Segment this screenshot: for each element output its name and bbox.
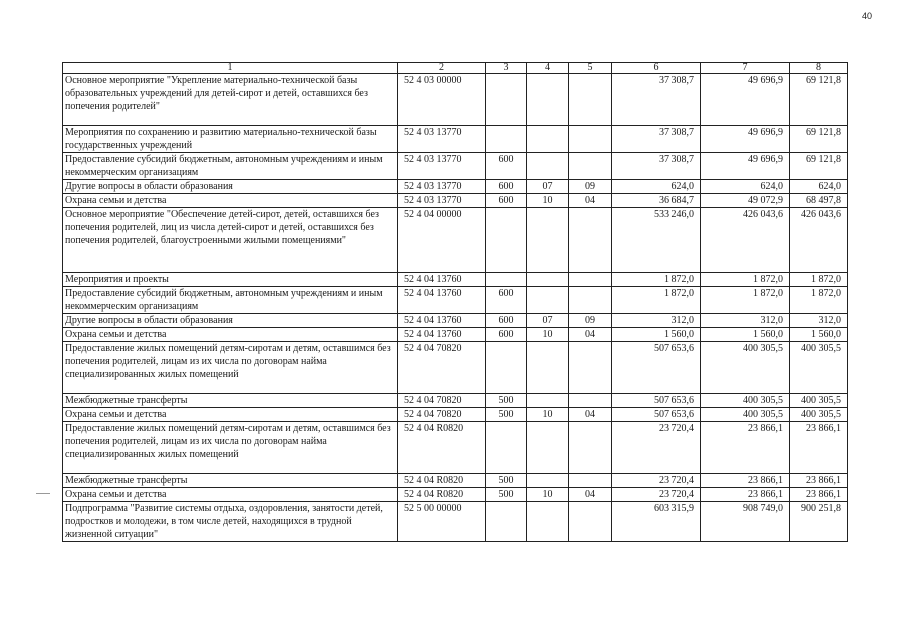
row-expense-type-cell: 500 (486, 394, 527, 408)
row-code-cell: 52 4 04 R0820 (398, 422, 486, 474)
row-value-cell: 400 305,5 (790, 342, 848, 394)
row-value-cell: 312,0 (612, 314, 701, 328)
row-value-cell: 624,0 (790, 180, 848, 194)
row-expense-type-cell (486, 126, 527, 153)
row-value-cell: 23 720,4 (612, 488, 701, 502)
table-row (63, 287, 848, 314)
row-expense-type-cell: 500 (486, 488, 527, 502)
row-value-cell: 624,0 (612, 180, 701, 194)
row-code-cell: 52 4 04 70820 (398, 342, 486, 394)
row-value-cell: 37 308,7 (612, 153, 701, 180)
row-code-cell: 52 4 04 70820 (398, 394, 486, 408)
row-code-cell: 52 4 03 00000 (398, 74, 486, 126)
row-value-cell: 400 305,5 (790, 408, 848, 422)
row-value-cell: 507 653,6 (612, 408, 701, 422)
row-value-cell: 1 872,0 (701, 273, 790, 287)
row-section-cell (527, 153, 569, 180)
row-code-cell: 52 4 03 13770 (398, 180, 486, 194)
row-section-cell: 07 (527, 180, 569, 194)
row-subsection-cell (569, 153, 612, 180)
row-value-cell: 1 872,0 (612, 287, 701, 314)
row-section-cell (527, 394, 569, 408)
row-expense-type-cell: 600 (486, 314, 527, 328)
row-expense-type-cell: 500 (486, 474, 527, 488)
margin-mark (36, 493, 50, 494)
row-value-cell: 1 872,0 (790, 273, 848, 287)
row-code-cell: 52 4 04 00000 (398, 208, 486, 273)
column-header: 4 (527, 63, 569, 74)
column-header: 8 (790, 63, 848, 74)
row-code-cell: 52 4 03 13770 (398, 194, 486, 208)
table-row (63, 208, 848, 273)
row-value-cell: 23 866,1 (701, 488, 790, 502)
row-section-cell (527, 273, 569, 287)
row-value-cell: 603 315,9 (612, 502, 701, 542)
row-name-cell: Мероприятия и проекты (63, 273, 398, 287)
row-value-cell: 49 072,9 (701, 194, 790, 208)
row-value-cell: 426 043,6 (790, 208, 848, 273)
row-expense-type-cell: 600 (486, 180, 527, 194)
row-value-cell: 23 720,4 (612, 422, 701, 474)
row-name-cell: Подпрограмма "Развитие системы отдыха, оздоровления, занятости детей, подростков и молодежи, в том числе детей, находящихся в трудной жизненной ситуации" (63, 502, 398, 542)
table-row (63, 314, 848, 328)
row-subsection-cell: 04 (569, 328, 612, 342)
row-value-cell: 23 866,1 (701, 422, 790, 474)
row-code-cell: 52 4 04 13760 (398, 273, 486, 287)
row-subsection-cell (569, 126, 612, 153)
row-expense-type-cell (486, 208, 527, 273)
row-subsection-cell (569, 422, 612, 474)
column-header: 5 (569, 63, 612, 74)
row-code-cell: 52 4 04 R0820 (398, 488, 486, 502)
row-section-cell: 10 (527, 488, 569, 502)
row-value-cell: 908 749,0 (701, 502, 790, 542)
row-code-cell: 52 4 03 13770 (398, 153, 486, 180)
row-section-cell (527, 502, 569, 542)
table-row (63, 394, 848, 408)
row-value-cell: 69 121,8 (790, 153, 848, 180)
row-value-cell: 1 560,0 (612, 328, 701, 342)
row-name-cell: Предоставление субсидий бюджетным, автономным учреждениям и иным некоммерческим организациям (63, 153, 398, 180)
row-subsection-cell (569, 273, 612, 287)
table-body (63, 63, 848, 542)
row-subsection-cell: 04 (569, 488, 612, 502)
row-section-cell (527, 474, 569, 488)
column-header: 6 (612, 63, 701, 74)
row-value-cell: 36 684,7 (612, 194, 701, 208)
row-code-cell: 52 4 04 13760 (398, 287, 486, 314)
row-value-cell: 312,0 (701, 314, 790, 328)
row-subsection-cell (569, 474, 612, 488)
row-section-cell: 10 (527, 328, 569, 342)
row-value-cell: 400 305,5 (790, 394, 848, 408)
row-value-cell: 23 720,4 (612, 474, 701, 488)
column-number-row (63, 63, 848, 74)
row-value-cell: 533 246,0 (612, 208, 701, 273)
budget-table (62, 62, 848, 542)
row-value-cell: 900 251,8 (790, 502, 848, 542)
row-section-cell: 07 (527, 314, 569, 328)
row-subsection-cell (569, 287, 612, 314)
row-value-cell: 507 653,6 (612, 394, 701, 408)
table-row (63, 408, 848, 422)
row-value-cell: 69 121,8 (790, 74, 848, 126)
row-name-cell: Другие вопросы в области образования (63, 180, 398, 194)
page-number: 40 (862, 11, 873, 21)
table-row (63, 474, 848, 488)
table-row (63, 126, 848, 153)
row-code-cell: 52 4 04 13760 (398, 314, 486, 328)
row-value-cell: 37 308,7 (612, 126, 701, 153)
row-code-cell: 52 5 00 00000 (398, 502, 486, 542)
row-section-cell (527, 126, 569, 153)
row-value-cell: 23 866,1 (701, 474, 790, 488)
row-expense-type-cell (486, 502, 527, 542)
row-value-cell: 49 696,9 (701, 153, 790, 180)
row-expense-type-cell (486, 342, 527, 394)
row-expense-type-cell: 500 (486, 408, 527, 422)
row-subsection-cell (569, 394, 612, 408)
row-value-cell: 400 305,5 (701, 408, 790, 422)
row-value-cell: 68 497,8 (790, 194, 848, 208)
row-code-cell: 52 4 04 R0820 (398, 474, 486, 488)
row-value-cell: 1 872,0 (701, 287, 790, 314)
row-value-cell: 400 305,5 (701, 394, 790, 408)
row-value-cell: 1 872,0 (612, 273, 701, 287)
row-value-cell: 1 872,0 (790, 287, 848, 314)
row-subsection-cell (569, 342, 612, 394)
table-row (63, 273, 848, 287)
row-section-cell (527, 342, 569, 394)
row-section-cell: 10 (527, 194, 569, 208)
table-row (63, 328, 848, 342)
row-subsection-cell: 09 (569, 314, 612, 328)
column-header: 7 (701, 63, 790, 74)
column-header: 1 (63, 63, 398, 74)
row-name-cell: Основное мероприятие "Обеспечение детей-сирот, детей, оставшихся без попечения родителей, лиц из числа детей-сирот и детей, оставшихся без попечения родителей, благоустроенными жилыми помещениями" (63, 208, 398, 273)
row-value-cell: 1 560,0 (701, 328, 790, 342)
row-section-cell (527, 74, 569, 126)
row-expense-type-cell: 600 (486, 153, 527, 180)
row-name-cell: Другие вопросы в области образования (63, 314, 398, 328)
table-row (63, 153, 848, 180)
table-row (63, 342, 848, 394)
row-expense-type-cell (486, 422, 527, 474)
row-value-cell: 624,0 (701, 180, 790, 194)
row-value-cell: 37 308,7 (612, 74, 701, 126)
row-value-cell: 23 866,1 (790, 422, 848, 474)
table-row (63, 180, 848, 194)
row-code-cell: 52 4 04 13760 (398, 328, 486, 342)
row-value-cell: 1 560,0 (790, 328, 848, 342)
row-value-cell: 426 043,6 (701, 208, 790, 273)
row-value-cell: 23 866,1 (790, 488, 848, 502)
row-expense-type-cell (486, 74, 527, 126)
row-expense-type-cell: 600 (486, 328, 527, 342)
row-name-cell: Предоставление жилых помещений детям-сиротам и детям, оставшимся без попечения родителей, лицам из их числа по договорам найма специализированных жилых помещений (63, 422, 398, 474)
column-header: 3 (486, 63, 527, 74)
row-expense-type-cell: 600 (486, 287, 527, 314)
row-value-cell: 49 696,9 (701, 74, 790, 126)
row-section-cell: 10 (527, 408, 569, 422)
table-row (63, 74, 848, 126)
row-subsection-cell (569, 208, 612, 273)
row-value-cell: 49 696,9 (701, 126, 790, 153)
row-name-cell: Охрана семьи и детства (63, 194, 398, 208)
row-value-cell: 312,0 (790, 314, 848, 328)
table-row (63, 502, 848, 542)
row-section-cell (527, 208, 569, 273)
row-name-cell: Охрана семьи и детства (63, 488, 398, 502)
row-expense-type-cell: 600 (486, 194, 527, 208)
row-name-cell: Межбюджетные трансферты (63, 394, 398, 408)
row-name-cell: Мероприятия по сохранению и развитию материально-технической базы государственных учреждений (63, 126, 398, 153)
row-value-cell: 507 653,6 (612, 342, 701, 394)
row-subsection-cell: 09 (569, 180, 612, 194)
row-subsection-cell (569, 74, 612, 126)
table-row (63, 194, 848, 208)
row-section-cell (527, 422, 569, 474)
row-name-cell: Предоставление жилых помещений детям-сиротам и детям, оставшимся без попечения родителей, лицам из их числа по договорам найма специализированных жилых помещений (63, 342, 398, 394)
row-name-cell: Охрана семьи и детства (63, 328, 398, 342)
row-expense-type-cell (486, 273, 527, 287)
row-subsection-cell (569, 502, 612, 542)
row-name-cell: Охрана семьи и детства (63, 408, 398, 422)
row-subsection-cell: 04 (569, 408, 612, 422)
row-value-cell: 69 121,8 (790, 126, 848, 153)
table-row (63, 488, 848, 502)
row-code-cell: 52 4 04 70820 (398, 408, 486, 422)
row-section-cell (527, 287, 569, 314)
row-subsection-cell: 04 (569, 194, 612, 208)
row-name-cell: Межбюджетные трансферты (63, 474, 398, 488)
row-value-cell: 400 305,5 (701, 342, 790, 394)
row-value-cell: 23 866,1 (790, 474, 848, 488)
row-name-cell: Предоставление субсидий бюджетным, автономным учреждениям и иным некоммерческим организациям (63, 287, 398, 314)
table-row (63, 422, 848, 474)
row-code-cell: 52 4 03 13770 (398, 126, 486, 153)
row-name-cell: Основное мероприятие "Укрепление материально-технической базы образовательных учреждений для детей-сирот и детей, оставшихся без попечения родителей" (63, 74, 398, 126)
column-header: 2 (398, 63, 486, 74)
